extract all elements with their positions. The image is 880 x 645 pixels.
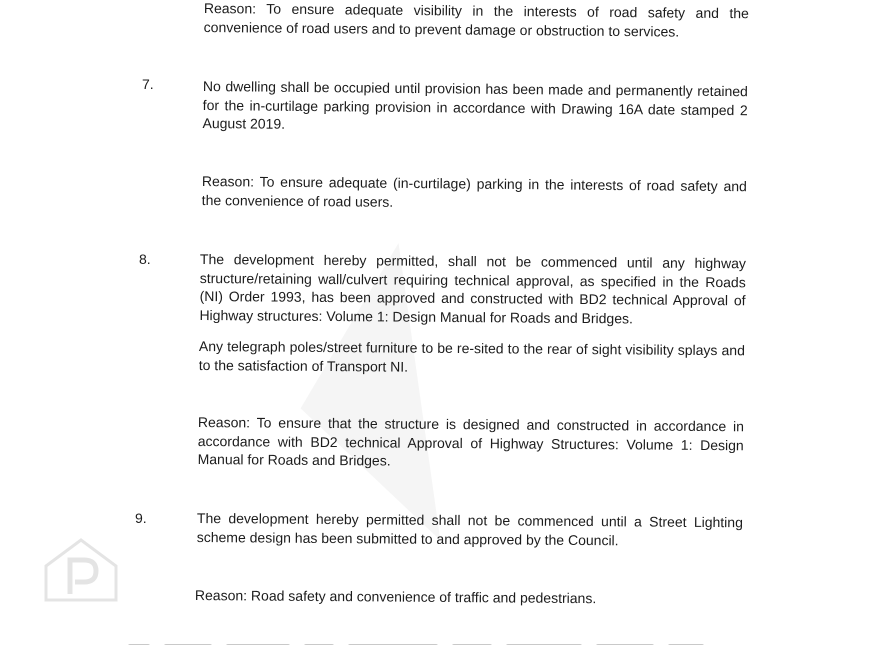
condition-9-text: The development hereby permitted shall not be commenced until a Street Lighting scheme design has been submitted to and approved by the Council.: [196, 509, 743, 548]
condition-8-text-2: Any telegraph poles/street furniture to be re-sited to the rear of sight visibility splays and to the satisfaction of Transport NI.: [198, 337, 745, 375]
condition-8-number: 8.: [139, 251, 151, 267]
condition-8-text: The development hereby permitted, shall not be commenced until any highway structure/retaining wall/culvert requiring technical approval, as specified in the Roads (NI) Order 1993, has been approved and constructed with BD2 technical Approval of Highway structures: Volume 1: Design Manual for Roads and Bridges.: [199, 250, 746, 326]
condition-7-number: 7.: [142, 76, 154, 92]
condition-7-reason: Reason: To ensure adequate (in-curtilage) parking in the interests of road safety and the convenience of road users.: [201, 172, 747, 210]
property-house-p-logo-icon: [42, 536, 120, 604]
condition-8-reason: Reason: To ensure that the structure is designed and constructed in accordance in accordance with BD2 technical Approval of Highway Structures: Volume 1: Design Manual for Roads and Bridges.: [197, 413, 744, 469]
condition-6-reason: Reason: To ensure adequate visibility in the interests of road safety and the convenience of road users and to prevent damage or obstruction to services.: [203, 0, 749, 40]
condition-9-reason: Reason: Road safety and convenience of traffic and pedestrians.: [194, 586, 597, 607]
condition-7-text: No dwelling shall be occupied until provision has been made and permanently retained for the in-curtilage parking provision in accordance with Drawing 16A date stamped 2 August 2019.: [202, 77, 748, 132]
condition-9-number: 9.: [135, 510, 147, 526]
cut-off-text-line: [128, 636, 718, 645]
